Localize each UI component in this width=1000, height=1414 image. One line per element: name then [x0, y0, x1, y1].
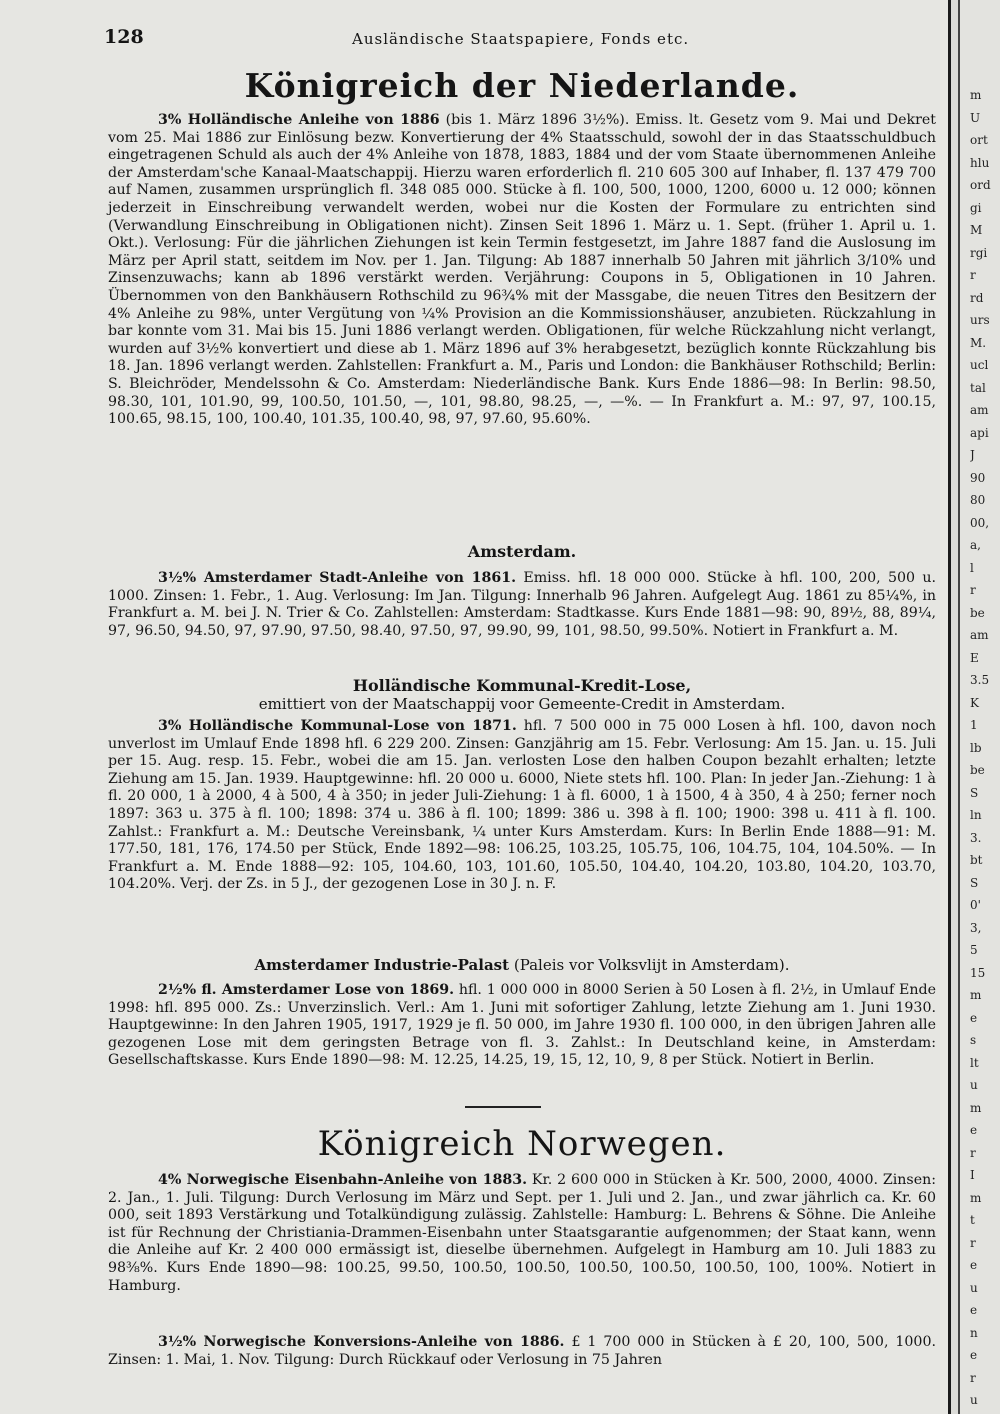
gutter-text-fragment: lb — [970, 740, 982, 755]
bond-entry — [108, 112, 936, 429]
gutter-text-fragment: J — [970, 448, 975, 462]
gutter-text-fragment: u — [970, 1078, 978, 1092]
gutter-text-fragment: am — [970, 628, 989, 642]
gutter-text-fragment: m — [970, 988, 982, 1002]
gutter-text-fragment: r — [970, 1145, 976, 1160]
section-title-note: (Paleis vor Volksvlijt in Amsterdam). — [513, 956, 790, 974]
gutter-text-fragment: bt — [970, 853, 983, 867]
bond-entry — [108, 1172, 936, 1295]
gutter-text-fragment: S — [970, 875, 979, 890]
gutter-text-fragment: 90 — [970, 470, 986, 485]
gutter-text-fragment: tal — [970, 380, 986, 395]
gutter-text-fragment: S — [970, 785, 979, 800]
gutter-text-fragment: e — [970, 1258, 978, 1272]
bond-text: Emiss. hfl. 18 000 000. Stücke à hfl. 100, 200, 500 u. 1000. Zinsen: 1. Febr., 1. Aug. Verlosung: Im Jan. Tilgung: Innerhalb 96 Jahren. Aufgelegt Aug. 1861 zu 85¼%, in Frankfurt a. M. bei J. N. Trier & Co. Zahlstellen: Amsterdam: Stadtkasse. Kurs Ende 1881—98: 90, 89½, 88, 89¼, 97, 96.50, 94.50, 97, 97.90, 97.50, 98.40, 97.50, 97, 99.90, 99, 101, 98.50, 99.50%. Notiert in Frankfurt a. M. — [108, 570, 936, 639]
section-industrie — [108, 956, 936, 974]
gutter-text-fragment: l — [970, 560, 974, 575]
gutter-text-fragment: be — [970, 605, 985, 620]
bond-text: hfl. 1 000 000 in 8000 Serien à 50 Losen à fl. 2½, in Umlauf Ende 1998: hfl. 895 000. Zs.: Unverzinslich. Verl.: Am 1. Juni mit sofortiger Zahlung, letzte Ziehung am 1. Juni 1930. Hauptgewinne: In den Jahren 1905, 1917, 1929 je fl. 50 000, im Jahre 1930 fl. 100 000, in den übrigen Jahren alle gezogenen Lose mit dem geringsten Betrage von fl. 3. Zahlst.: In Deutschland keine, in Amsterdam: Gesellschaftskasse. Kurs Ende 1890—98: M. 12.25, 14.25, 19, 15, 12, 10, 9, 8 per Stück. Notiert in Berlin. — [108, 982, 936, 1069]
bond-heading: 2½% fl. Amsterdamer Lose von 1869. — [158, 982, 455, 998]
bond-entry — [108, 718, 936, 894]
page-number: 128 — [104, 26, 144, 48]
gutter-text-fragment: a, — [970, 538, 981, 552]
bond-entry — [108, 570, 936, 640]
gutter-text-fragment: 5 — [970, 943, 978, 957]
section-netherlands — [108, 66, 936, 105]
gutter-text-fragment: gi — [970, 200, 982, 215]
section-divider — [465, 1106, 541, 1108]
gutter-text-fragment: urs — [970, 313, 990, 327]
gutter-text-fragment: I — [970, 1168, 975, 1182]
section-amsterdam — [108, 542, 936, 561]
gutter-text-fragment: ucl — [970, 358, 989, 372]
gutter-text-fragment: n — [970, 1325, 978, 1340]
gutter-text-fragment: e — [970, 1010, 978, 1025]
gutter-text-fragment: ord — [970, 178, 991, 192]
gutter-text-fragment: 3.5 — [970, 673, 990, 687]
bond-heading: 3½% Norwegische Konversions-Anleihe von 1886. — [158, 1334, 565, 1350]
gutter-text-fragment: t — [970, 1213, 975, 1227]
gutter-text-fragment: K — [970, 695, 979, 710]
gutter-text-fragment: u — [970, 1280, 978, 1295]
section-norway — [108, 1124, 936, 1164]
gutter-text-fragment: 0' — [970, 898, 981, 912]
gutter-text-fragment: 3. — [970, 830, 982, 845]
gutter-text-fragment: am — [970, 403, 989, 417]
adjacent-page-edge — [958, 0, 1000, 1414]
section-title: Königreich der Niederlande. — [244, 66, 800, 105]
gutter-text-fragment: u — [970, 1393, 978, 1407]
gutter-text-fragment: U — [970, 110, 981, 125]
section-kommunal — [108, 676, 936, 713]
gutter-text-fragment: 3, — [970, 920, 982, 935]
gutter-text-fragment: r — [970, 268, 976, 282]
gutter-text-fragment: e — [970, 1348, 978, 1362]
gutter-text-fragment: e — [970, 1123, 978, 1137]
gutter-text-fragment: s — [970, 1033, 977, 1047]
gutter-text-fragment: 00, — [970, 515, 990, 530]
gutter-text-fragment: r — [970, 1370, 976, 1385]
bond-heading: 3% Holländische Kommunal-Lose von 1871. — [158, 718, 517, 734]
adjacent-page-gutter — [951, 0, 1000, 1414]
gutter-text-fragment: M. — [970, 335, 987, 350]
bond-text: hfl. 7 500 000 in 75 000 Losen à hfl. 100, davon noch unverlost im Umlauf Ende 1898 hfl. 6 229 200. Zinsen: Ganzjährig am 15. Febr. Verlosung: Am 15. Jan. u. 15. Juli per 15. Aug. resp. 15. Febr., wobei die am 15. Jan. verlosten Lose den halben Coupon bezahlt erhalten; letzte Ziehung am 15. Jan. 1939. Hauptgewinne: hfl. 20 000 u. 6000, Niete stets hfl. 100. Plan: In jeder Jan.-Ziehung: 1 à fl. 20 000, 1 à 2000, 4 à 500, 4 à 350; in jeder Juli-Ziehung: 1 à fl. 6000, 1 à 1500, 4 à 350, 4 à 250; ferner noch 1897: 363 u. 375 à fl. 100; 1898: 374 u. 386 à fl. 100; 1899: 386 u. 398 à fl. 100; 1900: 398 u. 411 à fl. 100. Zahlst.: Frankfurt a. M.: Deutsche Vereinsbank, ¼ unter Kurs Amsterdam. Kurs: In Berlin Ende 1888—91: M. 177.50, 181, 176, 174.50 per Stück, Ende 1892—98: 106.25, 103.25, 105.75, 106, 104.75, 104, 104.50%. — In Frankfurt a. M. Ende 1888—92: 105, 104.60, 103, 101.60, 105.50, 104.40, 104.20, 103.80, 104.20, 103.70, 104.20%. Verj. der Zs. in 5 J., der gezogenen Lose in 30 J. n. F. — [108, 718, 936, 893]
bond-text: £ 1 700 000 in Stücken à £ 20, 100, 500, 1000. Zinsen: 1. Mai, 1. Nov. Tilgung: Durch Rückkauf oder Verlosung in 75 Jahren — [108, 1334, 936, 1368]
bond-text: Kr. 2 600 000 in Stücken à Kr. 500, 2000, 4000. Zinsen: 2. Jan., 1. Juli. Tilgung: Durch Verlosung im März und Sept. per 1. Juli und 2. Jan., und zwar jährlich ca. Kr. 60 000, seit 1893 Verstärkung und Totalkündigung zulässig. Zahlstelle: Hamburg: L. Behrens & Söhne. Die Anleihe ist für Rechnung der Christiania-Drammen-Eisenbahn unter Staatsgarantie aufgenommen; der Staat kann, wenn die Anleihe auf Kr. 2 400 000 ermässigt ist, dieselbe übernehmen. Aufgelegt in Hamburg am 10. Juli 1883 zu 98⅜%. Kurs Ende 1890—98: 100.25, 99.50, 100.50, 100.50, 100.50, 100.50, 100.50, 100, 100%. Notiert in Hamburg. — [108, 1172, 937, 1294]
gutter-text-fragment: lt — [970, 1055, 979, 1070]
gutter-text-fragment: 80 — [970, 493, 986, 507]
bond-heading: 4% Norwegische Eisenbahn-Anleihe von 1883. — [158, 1172, 528, 1188]
gutter-text-fragment: rgi — [970, 245, 988, 260]
bond-text: (bis 1. März 1896 3½%). Emiss. lt. Gesetz vom 9. Mai und Dekret vom 25. Mai 1886 zur Einlösung bezw. Konvertierung der 4% Staatsschuld, sowohl der in das Staatsschuldbuch eingetragenen Schuld als auch der 4% Anleihe von 1878, 1883, 1884 und der vom Staate übernommenen Anleihe der Amsterdam'sche Kanaal-Maatschappij. Hierzu waren erforderlich fl. 210 605 300 auf Inhaber, fl. 137 479 700 auf Namen, zusammen ursprünglich fl. 348 085 000. Stücke à fl. 100, 500, 1000, 1200, 6000 u. 12 000; können jederzeit in Einschreibung verwandelt werden, wobei nur die Kosten der Formulare zu entrichten sind (Verwandlung Einschreibung in Obligationen nicht). Zinsen Seit 1896 1. März u. 1. Sept. (früher 1. April u. 1. Okt.). Verlosung: Für die jährlichen Ziehungen ist kein Termin festgesetzt, im Jahre 1887 fand die Auslosung im März per April statt, seitdem im Nov. per 1. Jan. Tilgung: Ab 1887 innerhalb 50 Jahren mit jährlich 3/10% und Zinsenzuwachs; kann ab 1896 verstärkt werden. Verjährung: Coupons in 5, Obligationen in 10 Jahren. Übernommen von den Bankhäusern Rothschild zu 96¾% mit der Massgabe, die neuen Titres den Besitzern der 4% Anleihe zu 98%, unter Vergütung von ¼% Provision an die Kommissionshäuser, anzubieten. Rückzahlung in bar konnte vom 31. Mai bis 15. Juni 1886 verlangt werden. Obligationen, für welche Rückzahlung nicht verlangt, wurden auf 3½% konvertiert und diese ab 1. März 1896 auf 3% herabgesetzt, bezüglich konnte Rückzahlung bis 18. Jan. 1896 verlangt werden. Zahlstellen: Frankfurt a. M., Paris und London: die Bankhäuser Rothschild; Berlin: S. Bleichröder, Mendelssohn & Co. Amsterdam: Niederländische Bank. Kurs Ende 1886—98: In Berlin: 98.50, 98.30, 101, 101.90, 99, 100.50, 101.50, —, 101, 98.80, 98.25, —, —%. — In Frankfurt a. M.: 97, 97, 100.15, 100.65, 98.15, 100, 100.40, 101.35, 100.40, 98, 97, 97.60, 95.60%. — [108, 112, 936, 428]
gutter-text-fragment: 15 — [970, 965, 986, 980]
bond-heading: 3½% Amsterdamer Stadt-Anleihe von 1861. — [158, 570, 517, 586]
bond-heading: 3% Holländische Anleihe von 1886 — [158, 112, 440, 128]
gutter-text-fragment: E — [970, 650, 979, 665]
gutter-text-fragment: e — [970, 1303, 978, 1317]
gutter-text-fragment: r — [970, 1235, 976, 1250]
section-title: Holländische Kommunal-Kredit-Lose, — [352, 676, 692, 695]
gutter-text-fragment: M — [970, 223, 983, 237]
gutter-text-fragment: m — [970, 1100, 982, 1115]
gutter-text-fragment: 1 — [970, 718, 978, 732]
gutter-text-fragment: ort — [970, 133, 988, 147]
section-title: Königreich Norwegen. — [317, 1124, 727, 1164]
bond-entry — [108, 982, 936, 1070]
section-subtitle: emittiert von der Maatschappij voor Gemeente-Credit in Amsterdam. — [258, 695, 786, 713]
gutter-text-fragment: r — [970, 583, 976, 597]
gutter-text-fragment: ln — [970, 808, 982, 822]
gutter-text-fragment: hlu — [970, 155, 990, 170]
running-title: Ausländische Staatspapiere, Fonds etc. — [352, 30, 690, 48]
section-title: Amsterdam. — [467, 542, 577, 561]
gutter-text-fragment: m — [970, 88, 982, 102]
section-title: Amsterdamer Industrie-Palast — [254, 956, 510, 974]
gutter-text-fragment: rd — [970, 290, 984, 305]
gutter-text-fragment: api — [970, 425, 989, 440]
bond-entry — [108, 1334, 936, 1369]
gutter-text-fragment: m — [970, 1190, 982, 1205]
gutter-text-fragment: be — [970, 763, 985, 777]
